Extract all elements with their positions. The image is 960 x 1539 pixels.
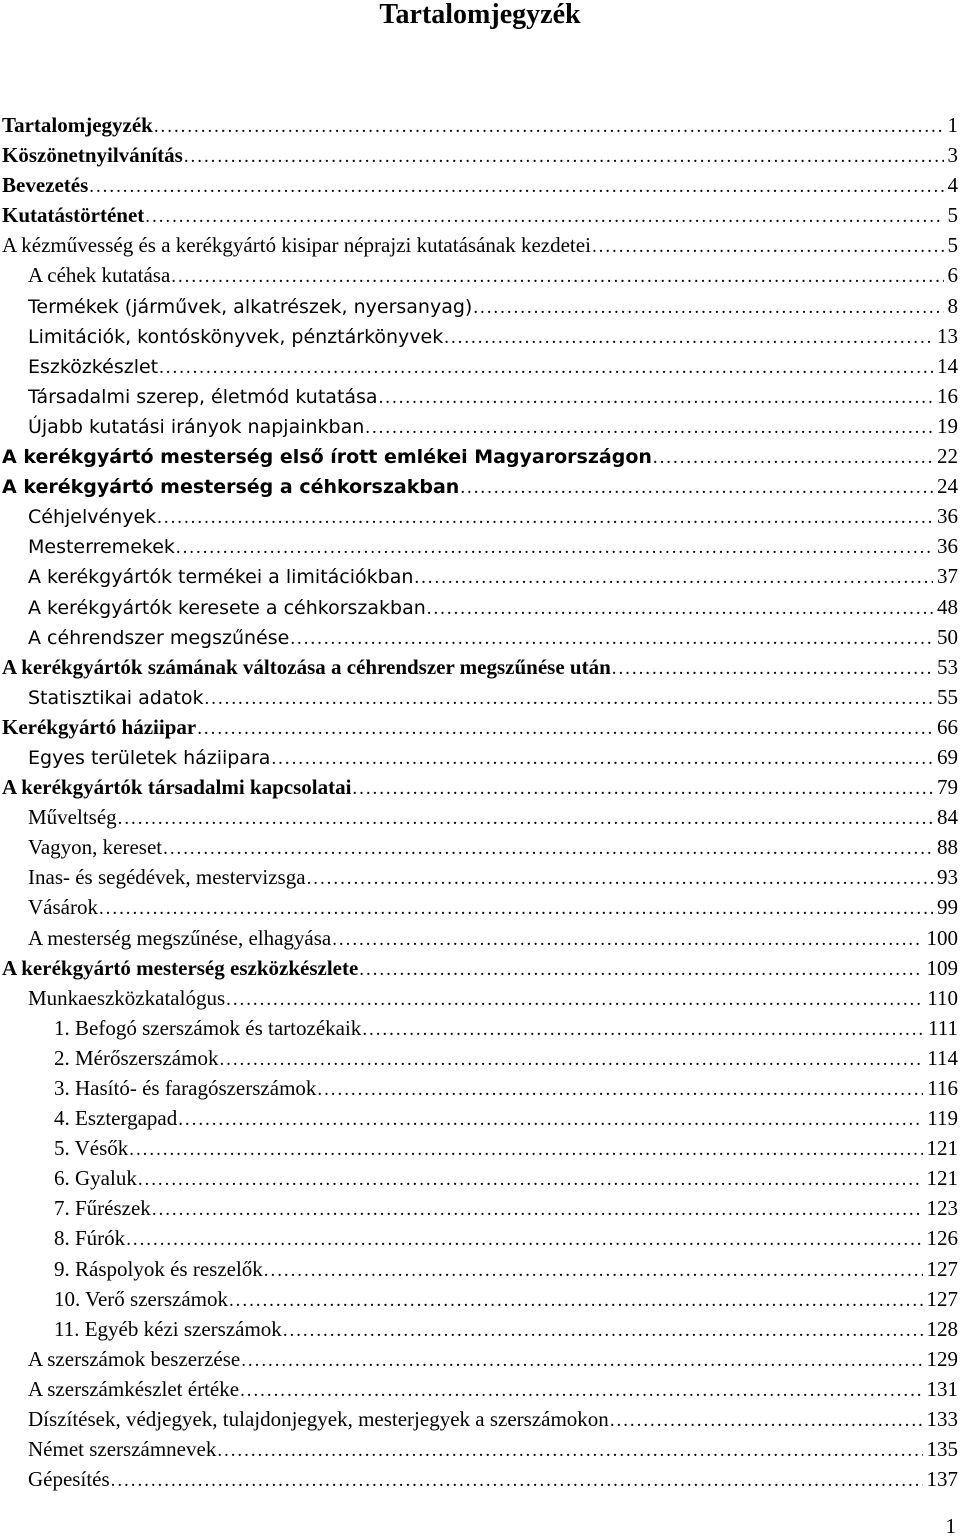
- toc-dot-leader: [154, 112, 944, 142]
- toc-dot-leader: [290, 624, 933, 654]
- toc-entry-page: 16: [937, 383, 958, 408]
- toc-entry-page: 110: [927, 985, 958, 1010]
- toc-dot-leader: [129, 1135, 922, 1165]
- toc-dot-leader: [307, 864, 933, 894]
- toc-dot-leader: [138, 1165, 923, 1195]
- toc-dot-leader: [473, 293, 943, 323]
- toc-entry[interactable]: [0, 1464, 960, 1494]
- page-title: Tartalomjegyzék: [379, 0, 581, 30]
- toc-dot-leader: [159, 353, 933, 383]
- toc-entry-title: 8. Fúrók: [54, 1226, 126, 1251]
- page-number: 1: [945, 1514, 956, 1538]
- toc-entry[interactable]: [0, 1073, 960, 1103]
- toc-entry-page: 1: [947, 113, 958, 137]
- toc-entry-title: A céhek kutatása: [28, 263, 171, 288]
- toc-entry[interactable]: [0, 501, 960, 531]
- toc-entry[interactable]: [0, 1404, 960, 1434]
- toc-entry[interactable]: [0, 1314, 960, 1344]
- toc-entry-title: Statisztikai adatok: [28, 686, 204, 709]
- toc-entry[interactable]: [0, 592, 960, 622]
- toc-entry-title: A kerékgyártók számának változása a céhrendszer megszűnése után: [2, 654, 611, 679]
- toc-entry-title: Céhjelvények: [28, 506, 157, 529]
- toc-entry-title: Vagyon, kereset: [28, 835, 163, 860]
- toc-entry[interactable]: [0, 110, 960, 140]
- toc-entry-page: 131: [926, 1376, 958, 1401]
- toc-dot-leader: [184, 142, 944, 172]
- toc-entry[interactable]: [0, 1254, 960, 1284]
- toc-entry-page: 4: [947, 173, 958, 198]
- toc-entry-page: 126: [926, 1226, 958, 1251]
- toc-entry[interactable]: [0, 1043, 960, 1073]
- toc-entry-title: 2. Mérőszerszámok: [54, 1045, 219, 1070]
- toc-entry-title: A kézművesség és a kerékgyártó kisipar néprajzi kutatásának kezdetei: [2, 233, 591, 258]
- toc-entry-title: Gépesítés: [28, 1467, 110, 1492]
- toc-entry-title: 3. Hasító- és faragószerszámok: [54, 1076, 317, 1100]
- toc-entry[interactable]: [0, 652, 960, 682]
- toc-entry[interactable]: [0, 622, 960, 652]
- toc-dot-leader: [332, 925, 922, 955]
- toc-entry[interactable]: [0, 561, 960, 591]
- toc-entry-page: 93: [937, 865, 958, 890]
- toc-dot-leader: [317, 1075, 923, 1105]
- toc-entry[interactable]: [0, 1344, 960, 1374]
- toc-entry-page: 88: [937, 835, 958, 860]
- toc-entry-title: A kerékgyártó mesterség a céhkorszakban: [2, 476, 460, 499]
- toc-entry-title: 10. Verő szerszámok: [54, 1286, 228, 1311]
- toc-dot-leader: [176, 533, 933, 563]
- toc-entry[interactable]: [0, 1163, 960, 1193]
- toc-dot-leader: [359, 955, 922, 985]
- toc-entry-title: Inas- és segédévek, mestervizsga: [28, 865, 306, 890]
- toc-entry[interactable]: [0, 862, 960, 892]
- toc-entry-page: 121: [926, 1136, 958, 1161]
- toc-dot-leader: [414, 563, 933, 593]
- toc-entry[interactable]: [0, 892, 960, 922]
- toc-dot-leader: [240, 1376, 922, 1406]
- toc-entry-title: Munkaeszközkatalógus: [28, 985, 226, 1010]
- toc-dot-leader: [118, 804, 933, 834]
- toc-entry-title: A céhrendszer megszűnése: [28, 626, 290, 649]
- toc-dot-leader: [205, 684, 933, 714]
- toc-entry-title: 1. Befogó szerszámok és tartozékaik: [54, 1015, 362, 1040]
- toc-dot-leader: [362, 1015, 924, 1045]
- toc-entry[interactable]: [0, 411, 960, 441]
- toc-entry-title: 9. Ráspolyok és reszelők: [54, 1256, 263, 1281]
- toc-entry-title: A szerszámkészlet értéke: [28, 1376, 240, 1401]
- toc-dot-leader: [126, 1225, 922, 1255]
- toc-entry[interactable]: [0, 682, 960, 712]
- toc-entry[interactable]: [0, 1284, 960, 1314]
- toc-dot-leader: [171, 262, 943, 292]
- toc-entry-title: Limitációk, kontóskönyvek, pénztárkönyvek: [28, 325, 444, 348]
- toc-entry-page: 19: [937, 413, 958, 438]
- toc-entry-page: 66: [937, 714, 958, 739]
- toc-entry[interactable]: [0, 983, 960, 1013]
- toc-dot-leader: [592, 232, 944, 262]
- toc-entry-page: 109: [926, 955, 958, 980]
- toc-entry[interactable]: [0, 832, 960, 862]
- toc-entry-page: 14: [937, 353, 958, 378]
- toc-entry[interactable]: [0, 321, 960, 351]
- toc-entry-title: 4. Esztergapad: [54, 1106, 178, 1131]
- toc-dot-leader: [365, 413, 933, 443]
- toc-entry-title: Kutatástörténet: [2, 203, 145, 228]
- toc-entry-title: A szerszámok beszerzése: [28, 1346, 241, 1371]
- toc-entry[interactable]: [0, 351, 960, 381]
- toc-entry-title: Újabb kutatási irányok napjainkban: [28, 415, 365, 438]
- toc-entry[interactable]: [0, 1374, 960, 1404]
- toc-entry-page: 13: [937, 323, 958, 348]
- toc-entry-page: 5: [947, 233, 958, 258]
- toc-dot-leader: [612, 654, 933, 684]
- toc-dot-leader: [217, 1436, 922, 1466]
- toc-entry-page: 5: [947, 203, 958, 228]
- toc-entry-title: Egyes területek háziipara: [28, 746, 271, 769]
- toc-dot-leader: [145, 202, 943, 232]
- toc-entry-title: A mesterség megszűnése, elhagyása: [28, 925, 332, 950]
- toc-entry-page: 3: [947, 143, 958, 168]
- toc-entry-title: A kerékgyártó mesterség első írott emlékei Magyarországon: [2, 446, 652, 469]
- toc-entry[interactable]: [0, 140, 960, 170]
- toc-dot-leader: [197, 714, 933, 744]
- toc-entry-page: 50: [937, 624, 958, 649]
- toc-entry-page: 133: [926, 1407, 958, 1432]
- toc-entry[interactable]: [0, 712, 960, 742]
- toc-entry-title: 11. Egyéb kézi szerszámok: [54, 1316, 282, 1341]
- toc-entry-title: Mesterremekek: [28, 536, 175, 559]
- toc-dot-leader: [219, 1045, 923, 1075]
- toc-entry-title: Tartalomjegyzék: [2, 113, 153, 137]
- toc-entry-page: 6: [947, 263, 958, 288]
- toc-entry[interactable]: [0, 923, 960, 953]
- toc-entry[interactable]: [0, 260, 960, 290]
- toc-entry-page: 69: [937, 744, 958, 769]
- toc-entry-title: Eszközkészlet: [28, 355, 159, 378]
- toc-entry[interactable]: [0, 1103, 960, 1133]
- toc-dot-leader: [226, 985, 923, 1015]
- toc-dot-leader: [99, 894, 933, 924]
- toc-entry-title: Műveltség: [28, 805, 117, 830]
- toc-entry-page: 100: [926, 925, 958, 950]
- toc-entry-page: 36: [937, 504, 958, 529]
- toc-entry-page: 8: [947, 293, 958, 318]
- toc-entry-title: 5. Vésők: [54, 1136, 129, 1161]
- toc-entry-page: 36: [937, 534, 958, 559]
- toc-dot-leader: [610, 1406, 923, 1436]
- toc-entry-page: 129: [926, 1346, 958, 1371]
- toc-dot-leader: [283, 1316, 923, 1346]
- toc-entry[interactable]: [0, 200, 960, 230]
- toc-entry[interactable]: [0, 742, 960, 772]
- toc-dot-leader: [157, 503, 933, 533]
- table-of-contents: [0, 110, 960, 1494]
- toc-entry[interactable]: [0, 1434, 960, 1464]
- toc-entry[interactable]: [0, 1193, 960, 1223]
- toc-dot-leader: [241, 1346, 922, 1376]
- toc-entry-page: 37: [937, 564, 958, 589]
- toc-entry-page: 84: [937, 805, 958, 830]
- toc-entry[interactable]: [0, 802, 960, 832]
- toc-entry-page: 79: [937, 775, 958, 800]
- toc-entry[interactable]: [0, 471, 960, 501]
- toc-dot-leader: [264, 1256, 923, 1286]
- toc-dot-leader: [89, 172, 943, 202]
- toc-entry-page: 127: [926, 1286, 958, 1311]
- toc-entry-title: Köszönetnyilvánítás: [2, 143, 183, 168]
- toc-entry-page: 128: [926, 1316, 958, 1341]
- toc-dot-leader: [152, 1195, 923, 1225]
- toc-entry-page: 53: [937, 654, 958, 679]
- toc-entry-title: A kerékgyártók keresete a céhkorszakban: [28, 596, 426, 619]
- toc-dot-leader: [379, 383, 933, 413]
- toc-entry-title: A kerékgyártók társadalmi kapcsolatai: [2, 775, 352, 800]
- toc-entry-page: 22: [937, 444, 958, 469]
- toc-entry-title: A kerékgyártó mesterség eszközkészlete: [2, 955, 359, 980]
- toc-entry-page: 121: [926, 1166, 958, 1191]
- toc-entry-title: Termékek (járművek, alkatrészek, nyersanyag): [28, 295, 473, 318]
- toc-entry[interactable]: [0, 531, 960, 561]
- toc-entry-page: 127: [926, 1256, 958, 1281]
- toc-entry-page: 123: [926, 1196, 958, 1221]
- toc-entry-title: Vásárok: [28, 895, 98, 920]
- toc-entry[interactable]: [0, 953, 960, 983]
- toc-entry[interactable]: [0, 170, 960, 200]
- toc-entry-title: 6. Gyaluk: [54, 1166, 137, 1191]
- toc-dot-leader: [271, 744, 933, 774]
- toc-dot-leader: [178, 1105, 923, 1135]
- toc-entry-page: 137: [926, 1467, 958, 1492]
- toc-dot-leader: [653, 443, 933, 473]
- toc-entry[interactable]: [0, 772, 960, 802]
- toc-entry-page: 119: [927, 1106, 958, 1131]
- toc-entry[interactable]: [0, 230, 960, 260]
- toc-dot-leader: [444, 323, 933, 353]
- toc-dot-leader: [111, 1466, 923, 1496]
- toc-entry-page: 24: [937, 474, 958, 499]
- toc-entry-title: Német szerszámnevek: [28, 1437, 217, 1462]
- toc-dot-leader: [427, 594, 933, 624]
- toc-dot-leader: [163, 834, 933, 864]
- toc-dot-leader: [229, 1286, 923, 1316]
- toc-entry-title: Társadalmi szerep, életmód kutatása: [28, 385, 378, 408]
- toc-entry[interactable]: [0, 1223, 960, 1253]
- toc-entry[interactable]: [0, 1013, 960, 1043]
- toc-entry-title: Bevezetés: [2, 173, 89, 198]
- toc-entry[interactable]: [0, 1133, 960, 1163]
- toc-entry-page: 55: [937, 684, 958, 709]
- toc-entry-title: Kerékgyártó háziipar: [2, 714, 197, 739]
- toc-entry-page: 48: [937, 594, 958, 619]
- toc-dot-leader: [352, 774, 933, 804]
- toc-entry-page: 111: [928, 1015, 958, 1040]
- toc-entry[interactable]: [0, 441, 960, 471]
- toc-entry-page: 116: [927, 1076, 958, 1100]
- toc-entry-page: 99: [937, 895, 958, 920]
- toc-entry-page: 114: [927, 1045, 958, 1070]
- toc-entry[interactable]: [0, 291, 960, 321]
- toc-entry-page: 135: [926, 1437, 958, 1462]
- toc-entry-title: 7. Fűrészek: [54, 1196, 151, 1221]
- toc-entry-title: A kerékgyártók termékei a limitációkban: [28, 566, 414, 589]
- toc-entry-title: Díszítések, védjegyek, tulajdonjegyek, mesterjegyek a szerszámokon: [28, 1407, 609, 1432]
- toc-entry[interactable]: [0, 381, 960, 411]
- toc-dot-leader: [460, 473, 933, 503]
